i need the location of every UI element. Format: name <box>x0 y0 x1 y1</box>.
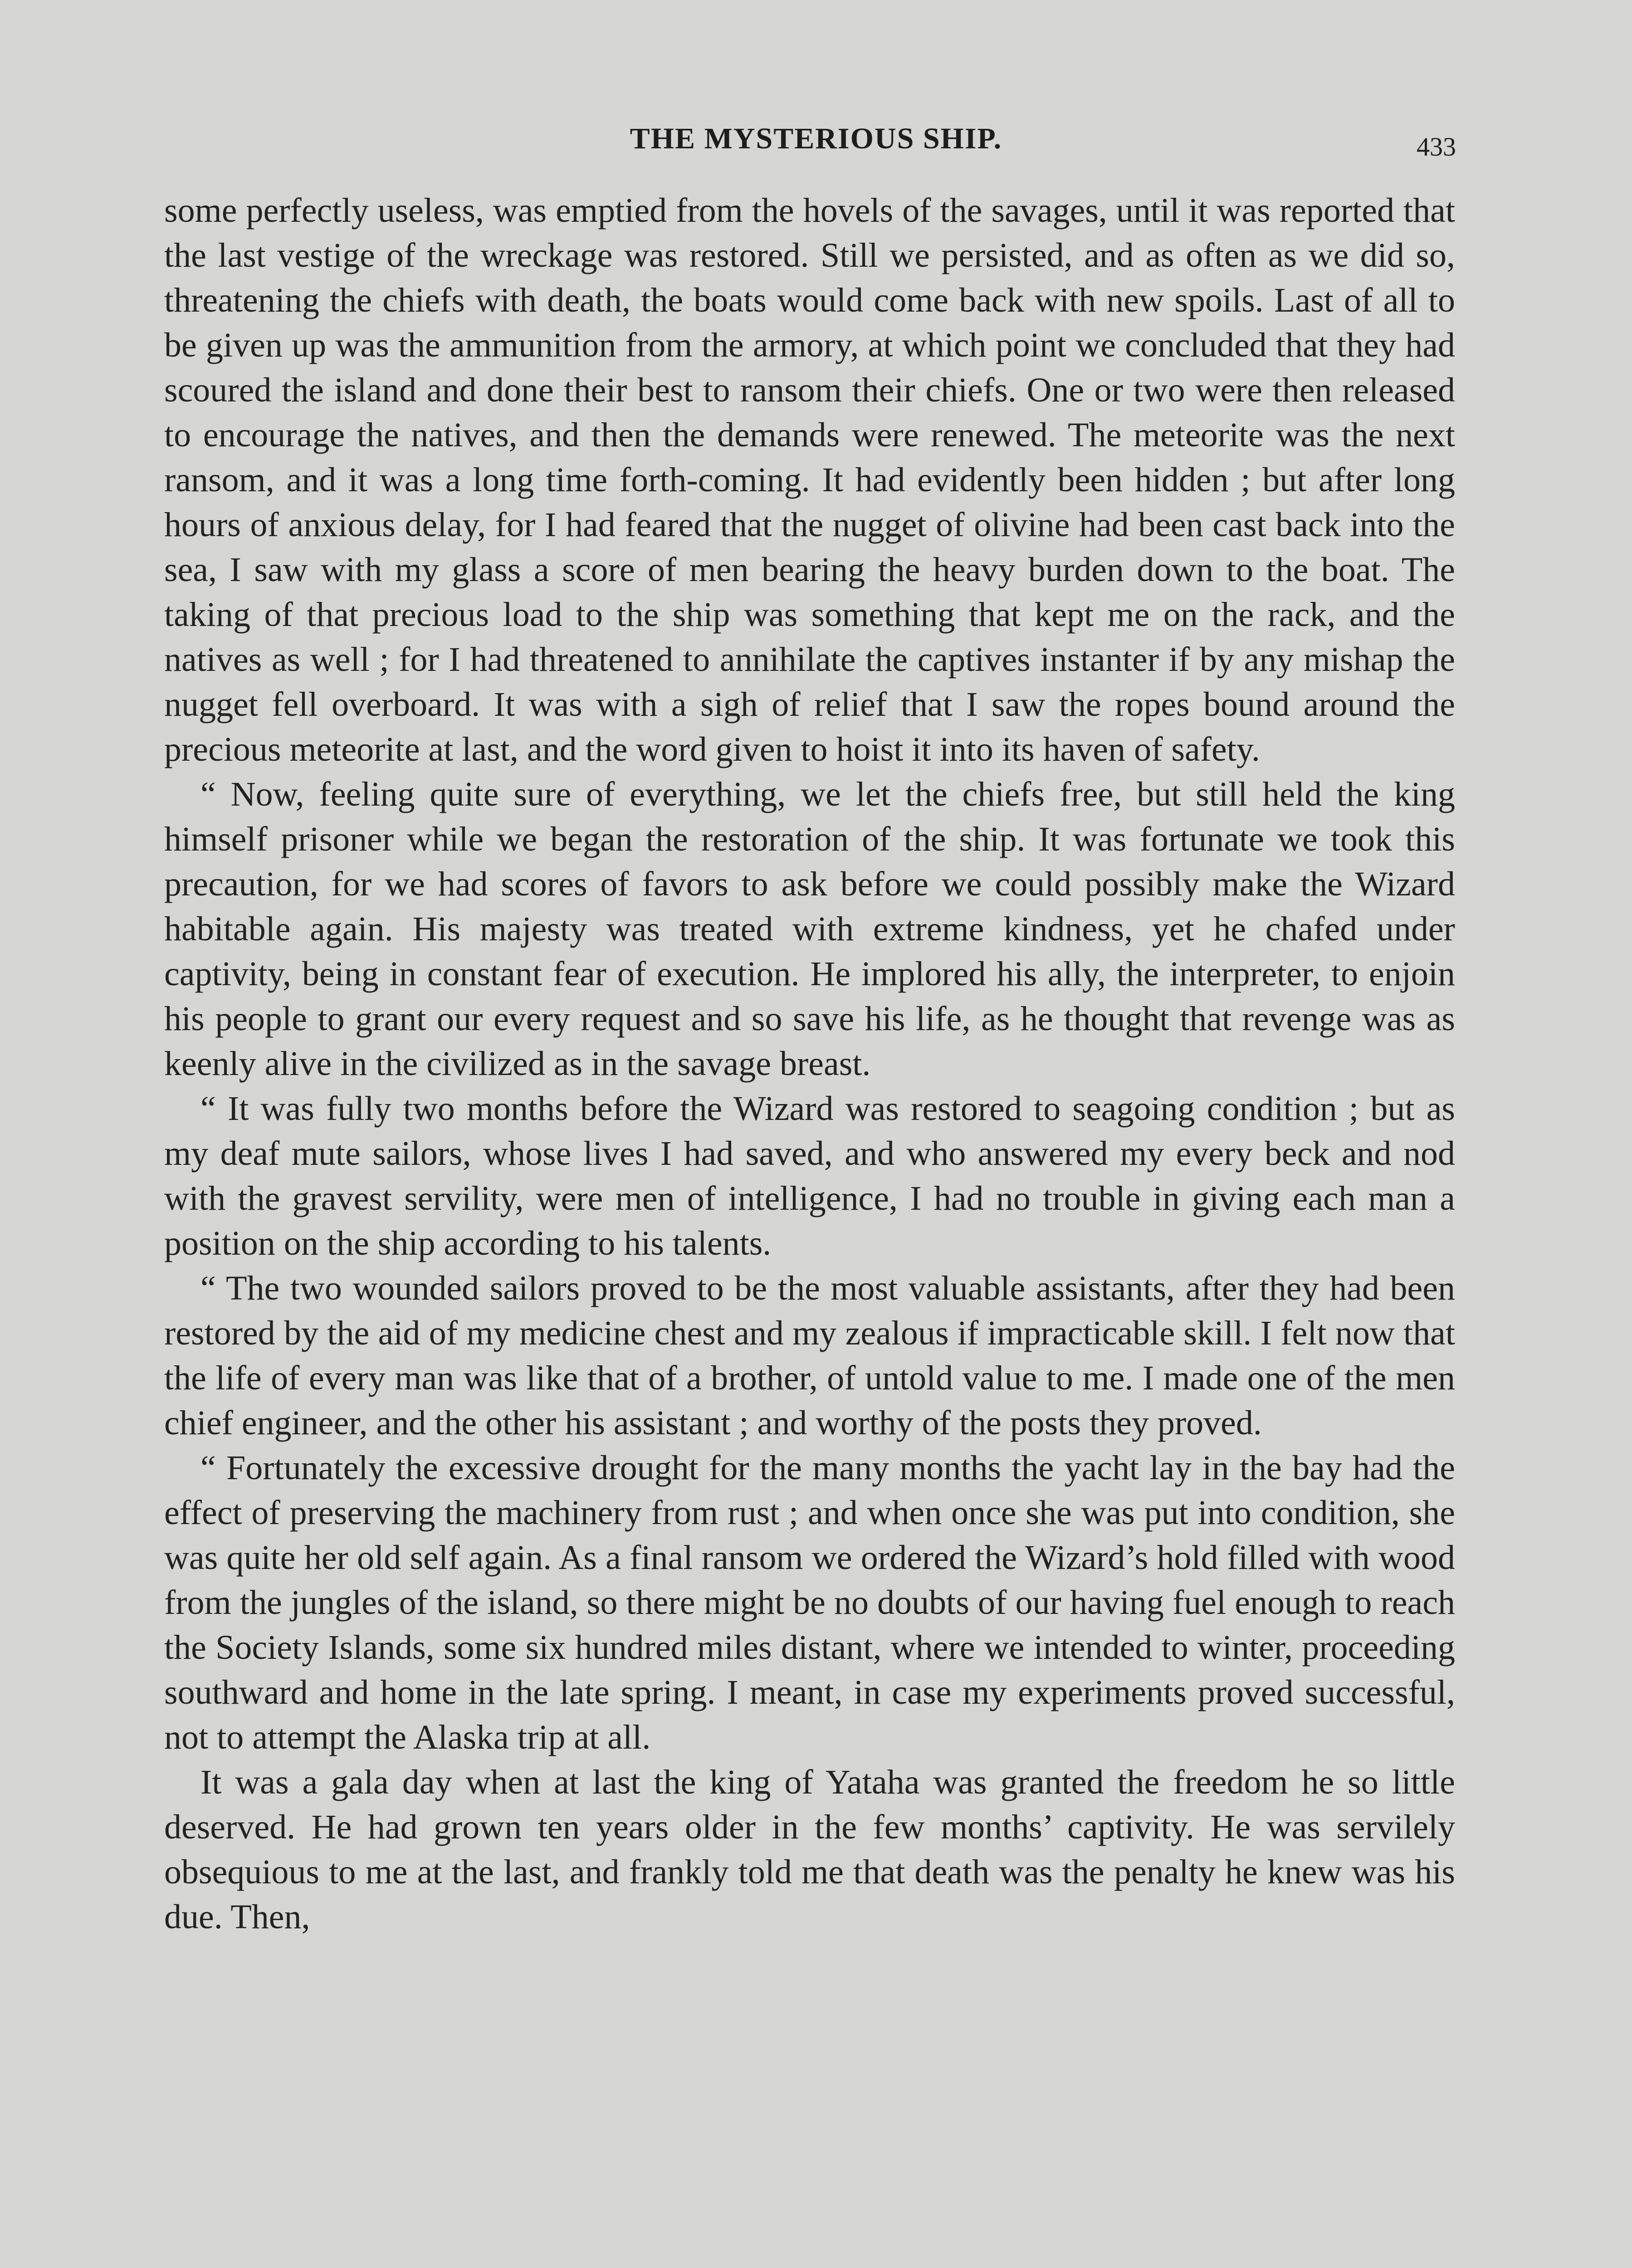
paragraph: “ The two wounded sailors proved to be the most valuable assistants, after they had been restored by the aid of my medicine chest and my zealous if impracticable skill. I felt now that the life of every man was like that of a brother, of untold value to me. I made one of the men chief engineer, and the other his assistant ; and worthy of the posts they proved. <box>164 1269 1455 1442</box>
paragraph: some perfectly useless, was emptied from the hovels of the savages, until it was reported that the last vestige of the wreckage was restored. Still we persisted, and as often as we did so, threatening the chiefs with death, the boats would come back with new spoils. Last of all to be given up was the ammunition from the armory, at which point we concluded that they had scoured the island and done their best to ransom their chiefs. One or two were then released to encourage the natives, and then the demands were renewed. The meteorite was the next ransom, and it was a long time forth-coming. It had evidently been hidden ; but after long hours of anxious delay, for I had feared that the nugget of olivine had been cast back into the sea, I saw with my glass a score of men bearing the heavy burden down to the boat. The taking of that precious load to the ship was something that kept me on the rack, and the natives as well ; for I had threatened to annihilate the captives instanter if by any mishap the nugget fell overboard. It was with a sigh of relief that I saw the ropes bound around the precious meteorite at last, and the word given to hoist it into its haven of safety. <box>164 191 1455 768</box>
running-title: THE MYSTERIOUS SHIP. <box>630 122 1002 155</box>
paragraph: “ It was fully two months before the Wizard was restored to seagoing condition ; but as my deaf mute sailors, whose lives I had saved, and who answered my every beck and nod with the gravest servility, were men of intelligence, I had no trouble in giving each man a position on the ship according to his talents. <box>164 1090 1455 1262</box>
page-number: 433 <box>1417 132 1456 161</box>
paragraph: It was a gala day when at last the king of Yataha was granted the freedom he so little deserved. He had grown ten years older in the few months’ captivity. He was servilely obsequious to me at the last, and frankly told me that death was the penalty he knew was his due. Then, <box>164 1763 1455 1936</box>
body-text <box>164 188 1455 1940</box>
page-header <box>0 122 1632 162</box>
paragraph: “ Now, feeling quite sure of everything, we let the chiefs free, but still held the king himself prisoner while we began the restoration of the ship. It was fortunate we took this precaution, for we had scores of favors to ask before we could possibly make the Wizard habitable again. His majesty was treated with extreme kindness, yet he chafed under captivity, being in constant fear of execution. He implored his ally, the interpreter, to enjoin his people to grant our every request and so save his life, as he thought that revenge was as keenly alive in the civilized as in the savage breast. <box>164 775 1455 1083</box>
paragraph: “ Fortunately the excessive drought for the many months the yacht lay in the bay had the effect of preserving the machinery from rust ; and when once she was put into condition, she was quite her old self again. As a final ransom we ordered the Wizard’s hold filled with wood from the jungles of the island, so there might be no doubts of our having fuel enough to reach the Society Islands, some six hundred miles distant, where we intended to winter, proceeding southward and home in the late spring. I meant, in case my experiments proved successful, not to attempt the Alaska trip at all. <box>164 1449 1455 1756</box>
